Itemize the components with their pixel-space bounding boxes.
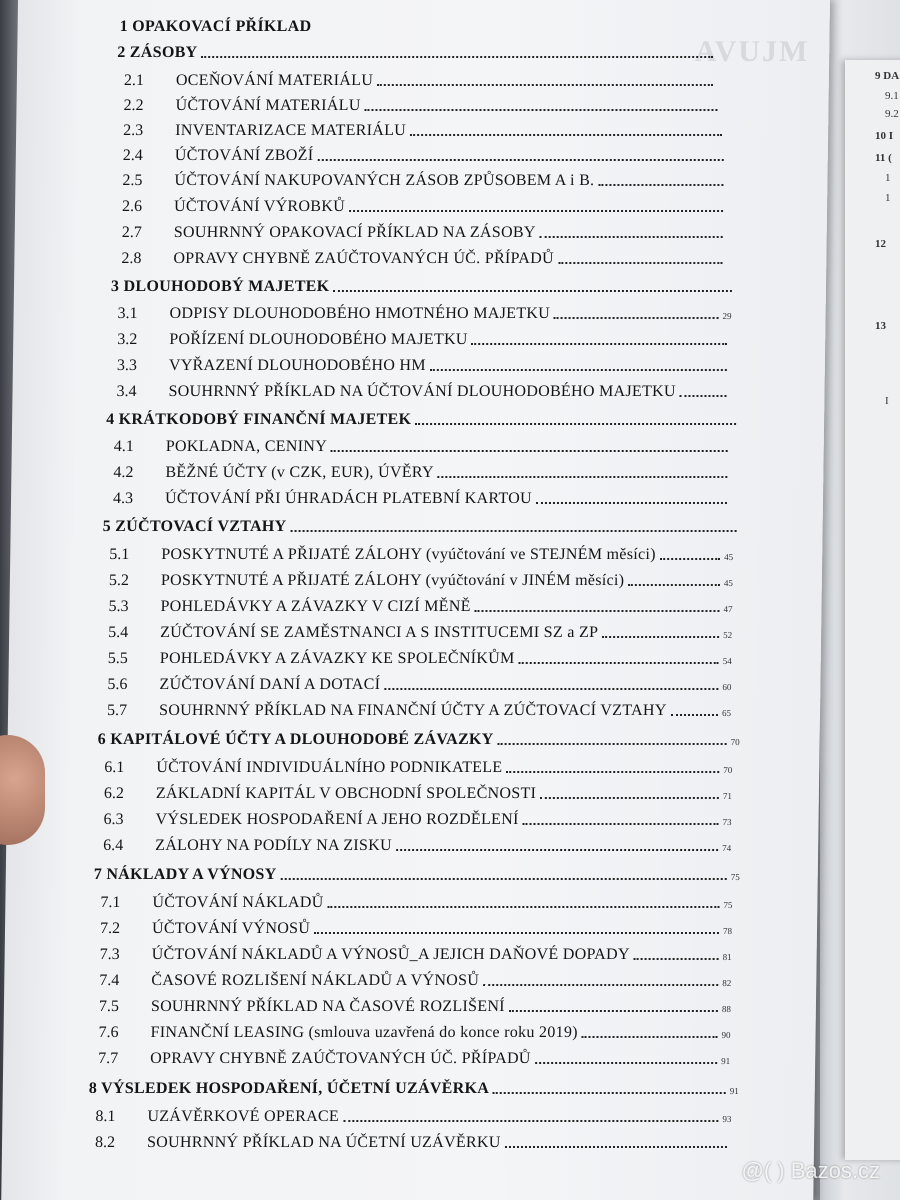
toc-title: 2 ZÁSOBY	[117, 44, 198, 61]
toc-page-number: 74	[722, 843, 732, 853]
dot-leader	[540, 796, 719, 799]
toc-entry	[116, 383, 730, 401]
dot-leader	[410, 133, 722, 136]
toc-number: 5.1	[109, 546, 130, 563]
toc-entry	[113, 490, 731, 508]
toc-entry	[100, 946, 732, 964]
toc-title: ČASOVÉ ROZLIŠENÍ NÁKLADŮ A VÝNOSŮ	[151, 972, 480, 989]
toc-number: 7.2	[99, 920, 121, 937]
adjacent-page-entry: 13	[875, 320, 886, 332]
toc-title: ÚČTOVÁNÍ MATERIÁLU	[175, 97, 361, 114]
toc-title: ÚČTOVÁNÍ NÁKLADŮ A VÝNOSŮ_A JEJICH DAŇOVÉ DOPADY	[151, 946, 630, 963]
dot-leader	[290, 529, 736, 532]
toc-chapter	[94, 866, 740, 884]
dot-leader	[554, 316, 719, 319]
toc-number: 7.4	[99, 972, 120, 989]
dot-leader	[628, 583, 720, 586]
dot-leader	[343, 1119, 718, 1122]
toc-entry	[107, 676, 731, 694]
toc-number: 7.1	[100, 894, 121, 911]
toc-title: ÚČTOVÁNÍ NAKUPOVANÝCH ZÁSOB ZPŮSOBEM A i B.	[174, 172, 595, 189]
toc-page-number: 78	[722, 926, 733, 936]
toc-title: ZÚČTOVÁNÍ SE ZAMĚSTNANCI A S INSTITUCEMI SZ a ZP	[160, 624, 599, 641]
dot-leader	[314, 931, 719, 934]
toc-entry	[117, 305, 731, 323]
toc-page-number: 82	[722, 978, 732, 988]
toc-title: SOUHRNNÝ PŘÍKLAD NA FINANČNÍ ÚČTY A ZÚČTOVACÍ VZTAHY	[158, 702, 667, 719]
dot-leader	[430, 368, 727, 371]
toc-entry	[104, 785, 732, 803]
toc-chapter	[89, 1080, 739, 1098]
toc-title: ZÚČTOVÁNÍ DANÍ A DOTACÍ	[159, 676, 381, 693]
toc-page-number: 29	[722, 311, 732, 321]
dot-leader	[331, 449, 728, 452]
dot-leader	[505, 1145, 727, 1148]
toc-entry	[123, 147, 728, 165]
toc-entry	[103, 811, 731, 829]
toc-number: 4.3	[112, 490, 134, 507]
toc-title: POHLEDÁVKY A ZÁVAZKY V CIZÍ MĚNĚ	[160, 598, 471, 615]
toc-entry	[109, 546, 733, 564]
toc-title: 3 DLOUHODOBÝ MAJETEK	[110, 278, 330, 295]
toc-page-number: 75	[723, 900, 733, 910]
toc-number: 5.5	[107, 650, 128, 667]
toc-page-number: 70	[730, 737, 740, 747]
dot-leader	[201, 55, 713, 58]
toc-title: 8 VÝSLEDEK HOSPODAŘENÍ, ÚČETNÍ UZÁVĚRKA	[88, 1080, 490, 1097]
dot-leader	[349, 209, 723, 212]
toc-title: ZÁKLADNÍ KAPITÁL V OBCHODNÍ SPOLEČNOSTI	[155, 785, 537, 802]
dot-leader	[519, 661, 719, 664]
dot-leader	[438, 475, 728, 478]
toc-chapter	[106, 411, 740, 429]
toc-page-number: 60	[722, 682, 732, 692]
toc-title: POSKYTNUTÉ A PŘIJATÉ ZÁLOHY (vyúčtování ve STEJNÉM měsíci)	[161, 546, 656, 563]
toc-page-number: 45	[724, 552, 734, 562]
toc-number: 2.8	[121, 250, 142, 267]
dot-leader	[498, 742, 727, 745]
dot-leader	[582, 1035, 718, 1038]
dot-leader	[327, 905, 719, 908]
toc-entry	[117, 357, 731, 375]
toc-number: 6.3	[103, 811, 124, 828]
dot-leader	[317, 158, 723, 161]
toc-number: 5.2	[108, 572, 130, 589]
adjacent-page-entry: I	[885, 395, 889, 407]
toc-entry	[123, 97, 721, 115]
toc-number: 3.4	[116, 383, 137, 400]
adjacent-page-entry: 12	[875, 238, 886, 250]
toc-title: 7 NÁKLADY A VÝNOSY	[93, 866, 277, 883]
toc-number: 2.1	[123, 72, 144, 89]
toc-entry	[98, 1050, 730, 1068]
toc-number: 5.4	[108, 624, 129, 641]
toc-page-number: 45	[723, 578, 733, 588]
toc-title: VYŘAZENÍ DLOUHODOBÉHO HM	[168, 357, 426, 374]
toc-page-number: 90	[721, 1030, 731, 1040]
toc-page-number: 93	[722, 1114, 732, 1124]
toc-number: 2.7	[121, 224, 142, 241]
toc-chapter	[117, 44, 717, 62]
toc-entry	[95, 1134, 731, 1152]
dot-leader	[384, 687, 718, 690]
toc-title: OCEŇOVÁNÍ MATERIÁLU	[175, 72, 374, 89]
toc-title: SOUHRNNÝ PŘÍKLAD NA ČASOVÉ ROZLIŠENÍ	[150, 998, 506, 1015]
adjacent-page	[845, 60, 900, 1160]
toc-entry	[124, 72, 717, 90]
toc-entry	[103, 837, 731, 855]
toc-chapter	[119, 18, 312, 36]
toc-number: 3.2	[117, 331, 138, 348]
toc-title: ÚČTOVÁNÍ NÁKLADŮ	[152, 894, 324, 911]
toc-title: UZÁVĚRKOVÉ OPERACE	[147, 1108, 340, 1125]
toc-entry	[122, 198, 727, 216]
toc-page-number: 70	[723, 765, 733, 775]
toc-title: 5 ZÚČTOVACÍ VZTAHY	[102, 518, 287, 535]
toc-number: 4.1	[113, 438, 134, 455]
toc-title: 4 KRÁTKODOBÝ FINANČNÍ MAJETEK	[106, 411, 412, 428]
dot-leader	[280, 877, 726, 880]
toc-page-number: 65	[721, 708, 732, 718]
dot-leader	[377, 83, 713, 86]
toc-entry	[108, 598, 732, 616]
toc-title: ÚČTOVÁNÍ ZBOŽÍ	[174, 147, 314, 164]
toc-page-number: 91	[729, 1086, 739, 1096]
dot-leader	[535, 1061, 718, 1064]
dot-leader	[540, 235, 723, 238]
dot-leader	[680, 394, 727, 397]
toc-page-number: 71	[722, 791, 732, 801]
toc-title: SOUHRNNÝ OPAKOVACÍ PŘÍKLAD NA ZÁSOBY	[173, 224, 536, 241]
toc-title: BĚŽNÉ ÚČTY (v CZK, EUR), ÚVĚRY	[165, 464, 434, 481]
show-through-text: AVUJM	[694, 35, 810, 68]
watermark: @( ) Bazos.cz	[741, 1158, 880, 1183]
toc-title: POKLADNA, CENINY	[165, 438, 328, 455]
dot-leader	[483, 983, 718, 986]
toc-entry	[99, 998, 731, 1016]
toc-entry	[121, 250, 726, 268]
adjacent-page-entry: 9 DA	[875, 70, 900, 82]
toc-page-number: 52	[723, 630, 733, 640]
toc-number: 2.2	[123, 97, 144, 114]
toc-entry	[122, 172, 727, 190]
adjacent-page-entry: 9.1	[885, 90, 899, 102]
toc-title: FINANČNÍ LEASING (smlouva uzavřená do konce roku 2019)	[150, 1024, 578, 1041]
dot-leader	[598, 183, 723, 186]
toc-page-number: 88	[721, 1004, 731, 1014]
adjacent-page-entry: 9.2	[885, 108, 899, 120]
toc-title: ÚČTOVÁNÍ VÝROBKŮ	[173, 198, 346, 215]
toc-entry	[104, 759, 732, 777]
toc-title: ÚČTOVÁNÍ VÝNOSŮ	[151, 920, 311, 937]
dot-leader	[558, 261, 723, 264]
toc-number: 2.4	[122, 147, 143, 164]
toc-chapter	[103, 518, 741, 536]
toc-entry	[122, 224, 727, 242]
toc-number: 7.7	[98, 1050, 119, 1067]
toc-number: 6.2	[103, 785, 125, 802]
toc-title: 1 OPAKOVACÍ PŘÍKLAD	[119, 18, 312, 35]
toc-number: 5.7	[106, 702, 128, 719]
adjacent-page-entry: 11 (	[875, 152, 892, 164]
dot-leader	[660, 557, 720, 560]
toc-title: SOUHRNNÝ PŘÍKLAD NA ÚČTOVÁNÍ DLOUHODOBÉHO MAJETKU	[168, 383, 676, 400]
toc-entry	[100, 920, 732, 938]
toc-entry	[99, 972, 731, 990]
toc-entry	[117, 331, 731, 349]
toc-number: 5.6	[107, 676, 128, 693]
toc-entry	[109, 572, 733, 590]
toc-number: 7.5	[98, 998, 120, 1015]
toc-number: 7.6	[98, 1024, 119, 1041]
toc-title: 6 KAPITÁLOVÉ ÚČTY A DLOUHODOBÉ ZÁVAZKY	[97, 731, 494, 748]
toc-entry	[113, 464, 731, 482]
toc-entry	[108, 624, 732, 642]
toc-entry	[95, 1108, 731, 1126]
toc-number: 8.2	[94, 1134, 116, 1151]
toc-page	[1, 0, 830, 1200]
adjacent-page-entry: 10 I	[875, 130, 894, 142]
toc-entry	[108, 650, 732, 668]
adjacent-page-entry: 1	[885, 192, 891, 204]
toc-page-number: 47	[723, 604, 733, 614]
dot-leader	[472, 342, 728, 345]
toc-title: ÚČTOVÁNÍ PŘI ÚHRADÁCH PLATEBNÍ KARTOU	[164, 490, 533, 507]
dot-leader	[365, 108, 718, 111]
toc-title: POHLEDÁVKY A ZÁVAZKY KE SPOLEČNÍKŮM	[159, 650, 515, 667]
toc-page-number: 54	[722, 656, 732, 666]
dot-leader	[333, 289, 732, 292]
toc-number: 5.3	[108, 598, 129, 615]
toc-chapter	[98, 731, 740, 749]
toc-entry	[98, 1024, 730, 1042]
dot-leader	[493, 1091, 726, 1094]
toc-title: INVENTARIZACE MATERIÁLU	[175, 122, 407, 139]
toc-number: 2.3	[123, 122, 144, 139]
toc-number: 8.1	[95, 1108, 116, 1125]
toc-title: VÝSLEDEK HOSPODAŘENÍ A JEHO ROZDĚLENÍ	[155, 811, 519, 828]
toc-number: 2.5	[122, 172, 143, 189]
toc-title: SOUHRNNÝ PŘÍKLAD NA ÚČETNÍ UZÁVĚRKU	[146, 1134, 501, 1151]
dot-leader	[396, 848, 718, 851]
dot-leader	[506, 770, 719, 773]
toc-title: ÚČTOVÁNÍ INDIVIDUÁLNÍHO PODNIKATELE	[156, 759, 503, 776]
table-of-contents	[1, 0, 830, 1200]
toc-number: 6.4	[103, 837, 124, 854]
dot-leader	[671, 713, 718, 716]
toc-page-number: 73	[722, 817, 732, 827]
adjacent-page-entry: 1	[885, 172, 891, 184]
toc-title: OPRAVY CHYBNĚ ZAÚČTOVANÝCH ÚČ. PŘÍPADŮ	[173, 250, 555, 267]
toc-chapter	[111, 278, 736, 296]
thumb	[0, 735, 45, 845]
toc-page-number: 75	[730, 872, 740, 882]
toc-number: 3.1	[117, 305, 138, 322]
toc-title: POSKYTNUTÉ A PŘIJATÉ ZÁLOHY (vyúčtování v JINÉM měsíci)	[160, 572, 625, 589]
toc-entry	[114, 438, 732, 456]
dot-leader	[523, 822, 719, 825]
toc-number: 2.6	[121, 198, 143, 215]
toc-page-number: 81	[722, 952, 732, 962]
toc-title: POŘÍZENÍ DLOUHODOBÉHO MAJETKU	[169, 331, 468, 348]
dot-leader	[415, 422, 736, 425]
dot-leader	[536, 501, 727, 504]
dot-leader	[602, 635, 719, 638]
toc-page-number: 91	[721, 1056, 731, 1066]
toc-entry	[107, 702, 731, 720]
dot-leader	[475, 609, 720, 612]
toc-title: OPRAVY CHYBNĚ ZAÚČTOVANÝCH ÚČ. PŘÍPADŮ	[150, 1050, 531, 1067]
toc-number: 4.2	[113, 464, 134, 481]
toc-entry	[100, 894, 732, 912]
toc-title: ZÁLOHY NA PODÍLY NA ZISKU	[155, 837, 393, 854]
toc-number: 3.3	[116, 357, 138, 374]
dot-leader	[634, 957, 719, 960]
toc-number: 7.3	[99, 946, 120, 963]
toc-number: 6.1	[104, 759, 125, 776]
toc-title: ODPISY DLOUHODOBÉHO HMOTNÉHO MAJETKU	[169, 305, 551, 322]
toc-entry	[123, 122, 726, 140]
dot-leader	[509, 1009, 718, 1012]
